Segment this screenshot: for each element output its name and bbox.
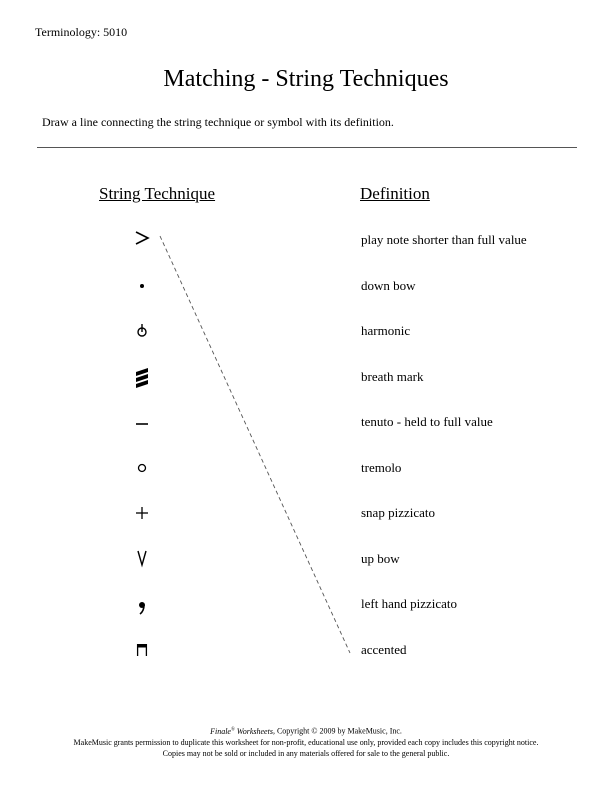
footer-copyright: , Copyright © 2009 by MakeMusic, Inc. [272,726,402,736]
definition-item[interactable]: left hand pizzicato [361,596,458,611]
footer [0,724,612,759]
definition-item[interactable]: harmonic [361,323,411,338]
definition-item[interactable]: tremolo [361,460,402,475]
footer-line-3: Copies may not be sold or included in any materials offered for sale to the general public. [162,748,450,758]
footer-line-2: MakeMusic grants permission to duplicate this worksheet for non-profit, educational use only, provided each copy includes this copyright notice. [73,737,539,747]
page-title: Matching - String Techniques [163,66,449,92]
footer-line-1: Finale® Worksheets, Copyright © 2009 by MakeMusic, Inc. [210,726,402,736]
definition-item[interactable]: accented [361,642,407,657]
definition-item[interactable]: play note shorter than full value [361,232,527,247]
footer-brand: Finale [210,726,231,736]
definition-item[interactable]: snap pizzicato [361,505,435,520]
definition-heading: Definition [360,184,430,203]
instructions: Draw a line connecting the string technique or symbol with its definition. [42,115,394,129]
definition-item[interactable]: up bow [361,551,400,566]
string-technique-heading: String Technique [99,184,216,203]
footer-brand-suffix: Worksheets [234,726,273,736]
definition-item[interactable]: breath mark [361,369,424,384]
document-id: Terminology: 5010 [35,25,128,39]
definition-item[interactable]: down bow [361,278,416,293]
definition-item[interactable]: tenuto - held to full value [361,414,493,429]
